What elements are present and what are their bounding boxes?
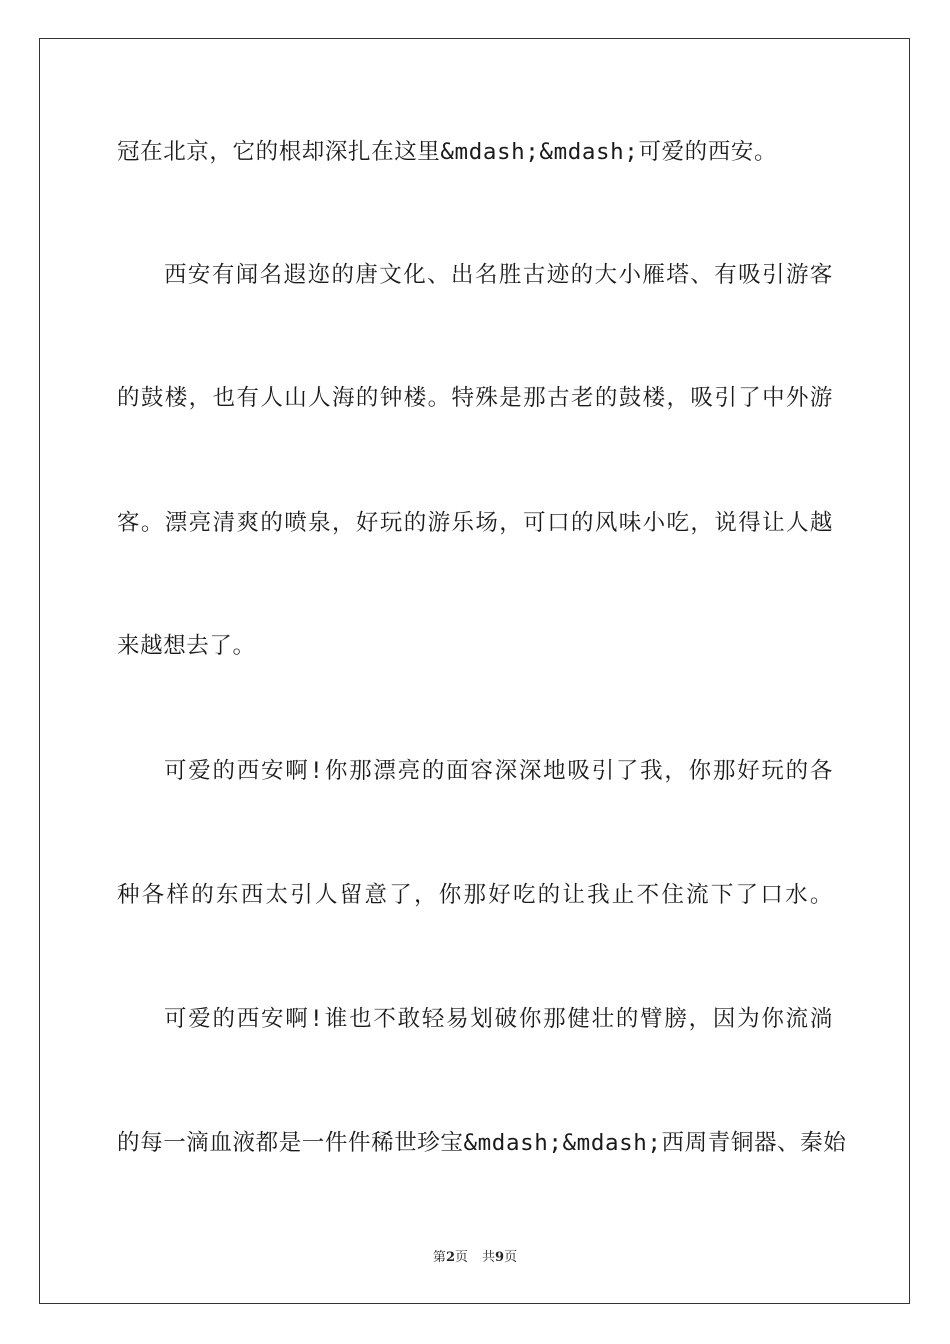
text-line-9: 的每一滴血液都是一件件稀世珍宝&mdash;&mdash;西周青铜器、秦始 [117, 1130, 847, 1156]
total-suffix: 页 [504, 1250, 518, 1265]
page-suffix: 页 [454, 1250, 468, 1265]
text-line-5: 来越想去了。 [117, 633, 256, 659]
text-line-1: 冠在北京，它的根却深扎在这里&mdash;&mdash;可爱的西安。 [117, 139, 778, 165]
text-line-7: 种各样的东西太引人留意了，你那好吃的让我止不住流下了口水。 [117, 882, 833, 908]
current-page-number: 2 [445, 1250, 455, 1265]
total-page-number: 9 [495, 1250, 505, 1265]
text-line-2: 西安有闻名遐迩的唐文化、出名胜古迹的大小雁塔、有吸引游客 [164, 262, 833, 288]
text-line-8: 可爱的西安啊!谁也不敢轻易划破你那健壮的臂膀，因为你流淌 [164, 1006, 833, 1032]
page-number-footer [0, 1246, 950, 1265]
page-border [39, 38, 910, 1304]
total-prefix: 共 [482, 1250, 496, 1265]
text-line-3: 的鼓楼，也有人山人海的钟楼。特殊是那古老的鼓楼，吸引了中外游 [117, 385, 833, 411]
page-prefix: 第 [432, 1250, 446, 1265]
text-line-4: 客。漂亮清爽的喷泉，好玩的游乐场，可口的风味小吃，说得让人越 [117, 510, 833, 536]
text-line-6: 可爱的西安啊!你那漂亮的面容深深地吸引了我，你那好玩的各 [164, 758, 833, 784]
